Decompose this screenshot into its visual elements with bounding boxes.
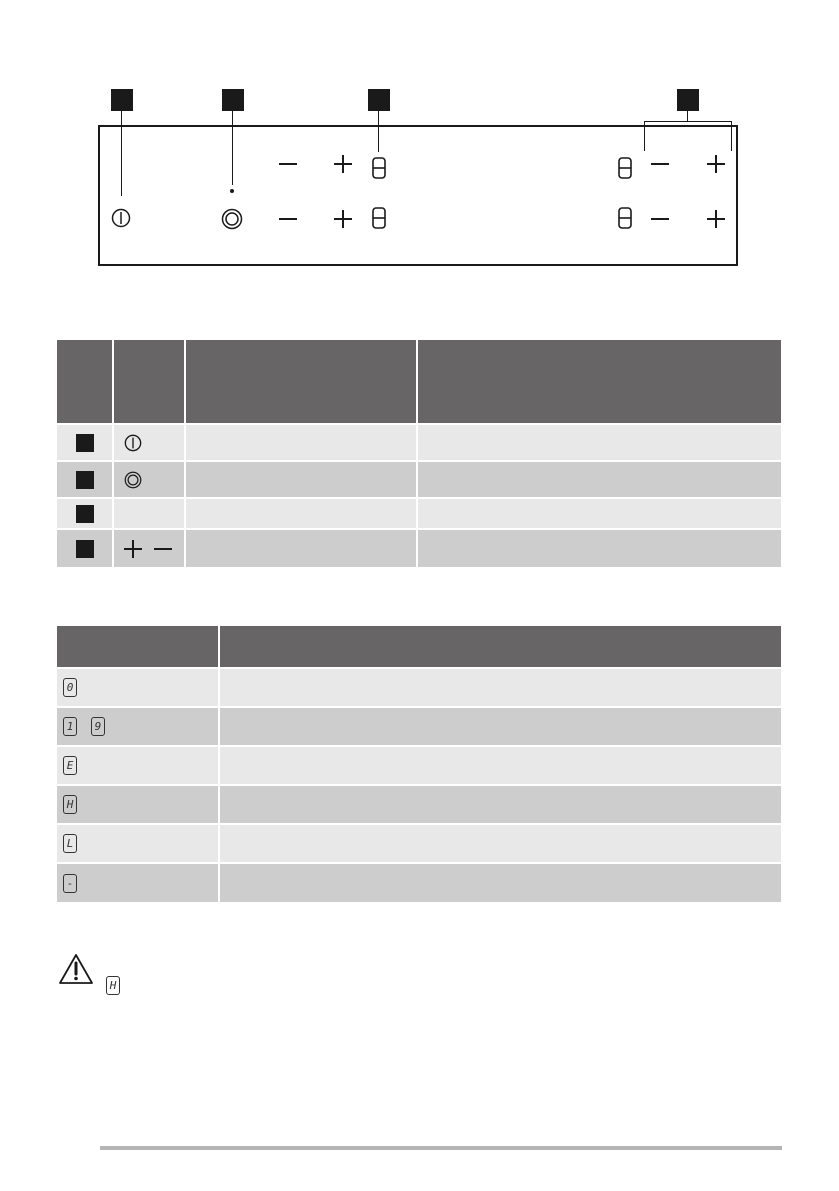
onoff-icon — [124, 434, 142, 452]
table-row — [57, 785, 781, 824]
power-display-rear-left — [371, 206, 387, 230]
controls-header-cell-4 — [417, 340, 781, 424]
onoff-icon[interactable] — [111, 208, 131, 228]
callout-marker-1 — [111, 89, 133, 111]
minus-button-front-right[interactable] — [651, 155, 669, 173]
table-row — [57, 461, 781, 498]
table-row — [57, 707, 781, 746]
display-header-cell-2 — [219, 626, 781, 668]
plus-button-front-right[interactable] — [707, 155, 725, 173]
display-table — [57, 626, 781, 902]
table-row — [57, 746, 781, 785]
controls-header-cell-2 — [113, 340, 185, 424]
power-display-front-right — [617, 156, 633, 180]
table-row — [57, 498, 781, 529]
minus-button-rear-right[interactable] — [651, 210, 669, 228]
display-symbol: - — [63, 874, 77, 893]
display-symbol: E — [63, 756, 77, 775]
display-table-header — [57, 626, 781, 668]
table-row — [57, 529, 781, 567]
leader-line-4-stem — [687, 111, 688, 121]
plus-minus-icon — [124, 540, 172, 558]
row-marker-4 — [76, 540, 94, 558]
table-row — [57, 824, 781, 863]
table-row — [57, 863, 781, 902]
plus-button-front-left[interactable] — [334, 155, 352, 173]
lock-icon[interactable] — [221, 208, 243, 230]
display-symbol: H — [63, 795, 77, 814]
controls-table-header — [57, 340, 781, 424]
minus-button-front-left[interactable] — [279, 155, 297, 173]
table-row — [57, 668, 781, 707]
power-display-rear-right — [617, 206, 633, 230]
callout-marker-3 — [368, 89, 390, 111]
display-symbol: 9 — [91, 717, 105, 736]
warning-triangle-icon — [58, 953, 94, 985]
callout-marker-4 — [677, 89, 699, 111]
power-display-front-left — [371, 156, 387, 180]
display-symbol-warning: H — [106, 976, 120, 995]
footer-rule — [100, 1146, 782, 1150]
table-row — [57, 424, 781, 461]
minus-button-rear-left[interactable] — [279, 210, 297, 228]
display-symbol: L — [63, 834, 77, 853]
plus-button-rear-right[interactable] — [707, 210, 725, 228]
display-symbol: 1 — [63, 717, 77, 736]
controls-header-cell-3 — [185, 340, 417, 424]
hob-panel-outline — [98, 125, 738, 266]
display-symbol: 0 — [63, 678, 77, 697]
row-marker-3 — [76, 505, 94, 523]
row-marker-2 — [76, 471, 94, 489]
row-marker-1 — [76, 434, 94, 452]
display-header-cell-1 — [57, 626, 219, 668]
plus-button-rear-left[interactable] — [334, 210, 352, 228]
callout-marker-2 — [222, 89, 244, 111]
controls-table — [57, 340, 781, 567]
leader-line-4-bar — [644, 121, 732, 122]
controls-header-cell-1 — [57, 340, 113, 424]
lock-icon — [124, 471, 142, 489]
